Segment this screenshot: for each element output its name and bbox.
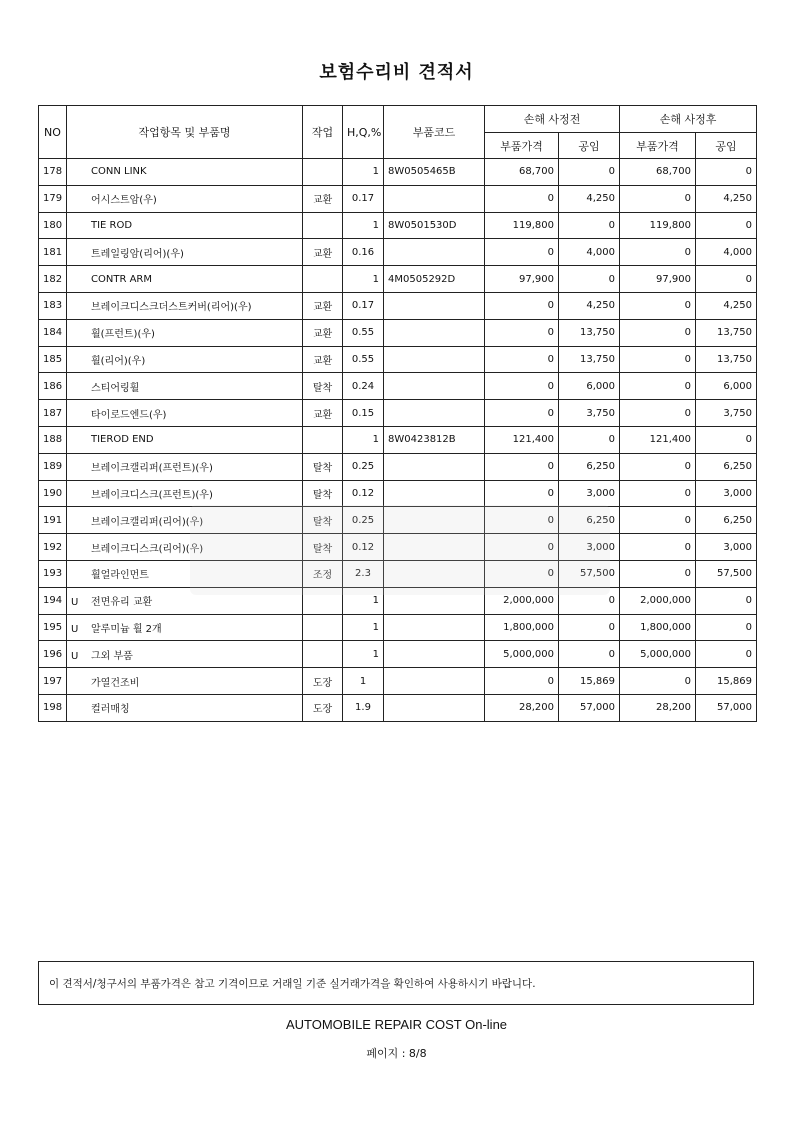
table-row [39,426,757,453]
cell-before-part-price: 0 [485,480,559,507]
cell-no: 197 [39,668,67,695]
cell-no: 185 [39,346,67,373]
cell-part-code [384,319,485,346]
cell-hq: 1 [343,212,384,239]
cell-hq: 0.12 [343,534,384,561]
cell-part-code [384,668,485,695]
cell-item-name [67,239,303,266]
cell-after-labor: 6,250 [696,453,757,480]
cell-work: 교환 [303,185,343,212]
header-work: 작업 [303,106,343,159]
cell-before-part-price: 119,800 [485,212,559,239]
cell-no: 189 [39,453,67,480]
cell-work: 탈착 [303,453,343,480]
table-row [39,292,757,319]
cell-work: 도장 [303,668,343,695]
cell-hq: 0.15 [343,400,384,427]
cell-after-part-price: 0 [620,185,696,212]
cell-hq: 0.12 [343,480,384,507]
cell-after-part-price: 0 [620,668,696,695]
cell-work [303,212,343,239]
cell-work: 교환 [303,292,343,319]
cell-item-name [67,185,303,212]
table-row [39,185,757,212]
cell-no: 195 [39,614,67,641]
cell-hq: 0.24 [343,373,384,400]
cell-flag: U [71,597,79,609]
table-row [39,319,757,346]
cell-hq: 0.55 [343,346,384,373]
cell-item-label: CONTR ARM [91,273,152,285]
cell-part-code [384,641,485,668]
cell-hq: 0.16 [343,239,384,266]
cell-part-code [384,400,485,427]
cell-part-code: 4M0505292D [384,266,485,293]
cell-no: 193 [39,560,67,587]
cell-before-part-price: 0 [485,292,559,319]
cell-after-labor: 0 [696,159,757,186]
cell-item-name [67,159,303,186]
cell-work: 교환 [303,400,343,427]
cell-item-label: 전면유리 교환 [91,597,153,609]
cell-after-part-price: 0 [620,373,696,400]
cell-hq: 0.17 [343,185,384,212]
cell-hq: 0.25 [343,507,384,534]
cell-no: 196 [39,641,67,668]
cell-hq: 1 [343,266,384,293]
cell-after-part-price: 0 [620,534,696,561]
cell-item-name [67,426,303,453]
cell-before-part-price: 28,200 [485,694,559,721]
cell-after-labor: 0 [696,426,757,453]
cell-item-name [67,668,303,695]
cell-before-part-price: 97,900 [485,266,559,293]
cell-after-part-price: 28,200 [620,694,696,721]
cell-after-labor: 3,000 [696,534,757,561]
table-row [39,480,757,507]
cell-after-part-price: 0 [620,560,696,587]
cell-before-part-price: 121,400 [485,426,559,453]
cell-before-part-price: 0 [485,185,559,212]
cell-work: 탈착 [303,373,343,400]
cell-after-part-price: 0 [620,292,696,319]
cell-after-labor: 3,750 [696,400,757,427]
cell-after-labor: 4,000 [696,239,757,266]
cell-no: 186 [39,373,67,400]
cell-item-label: TIE ROD [91,219,133,231]
cell-item-label: 어시스트암(우) [91,195,157,207]
cell-before-part-price: 0 [485,534,559,561]
cell-after-labor: 0 [696,641,757,668]
cell-part-code: 8W0501530D [384,212,485,239]
cell-item-label: 트레일링암(리어)(우) [91,248,184,260]
cell-before-part-price: 0 [485,560,559,587]
cell-work: 도장 [303,694,343,721]
header-before-part-price: 부품가격 [485,133,559,159]
cell-item-label: 가열건조비 [91,677,140,689]
cell-item-name [67,480,303,507]
cell-after-labor: 13,750 [696,319,757,346]
table-row [39,614,757,641]
table-row [39,212,757,239]
cell-work [303,641,343,668]
cell-item-name [67,614,303,641]
cell-item-name [67,373,303,400]
cell-part-code [384,373,485,400]
cell-after-part-price: 1,800,000 [620,614,696,641]
cell-work [303,159,343,186]
cell-before-part-price: 0 [485,668,559,695]
cell-work: 탈착 [303,534,343,561]
cell-before-part-price: 0 [485,400,559,427]
cell-after-part-price: 2,000,000 [620,587,696,614]
table-row [39,159,757,186]
cell-work: 교환 [303,239,343,266]
header-before-labor: 공임 [559,133,620,159]
cell-after-labor: 6,000 [696,373,757,400]
cell-after-labor: 0 [696,212,757,239]
cell-part-code: 8W0505465B [384,159,485,186]
estimate-table [38,105,757,722]
cell-before-labor: 0 [559,266,620,293]
cell-after-part-price: 0 [620,239,696,266]
cell-after-part-price: 119,800 [620,212,696,239]
table-header-row-1 [39,106,757,133]
cell-before-labor: 0 [559,614,620,641]
cell-before-labor: 0 [559,587,620,614]
cell-item-label: TIEROD END [91,434,154,446]
cell-item-label: 브레이크캘리퍼(프런트)(우) [91,463,213,475]
cell-work [303,614,343,641]
page-number: 페이지 : 8/8 [366,1047,427,1060]
cell-no: 181 [39,239,67,266]
document-title: 보험수리비 견적서 [319,62,474,83]
cell-before-labor: 6,250 [559,507,620,534]
cell-before-part-price: 0 [485,507,559,534]
cell-item-name [67,319,303,346]
header-before-assessment: 손해 사정전 [485,106,620,133]
cell-after-part-price: 97,900 [620,266,696,293]
cell-work [303,266,343,293]
cell-item-label: 브레이크디스크(프런트)(우) [91,489,213,501]
cell-item-label: 브레이크캘리퍼(리어)(우) [91,516,204,528]
cell-item-name [67,212,303,239]
cell-before-labor: 4,250 [559,185,620,212]
cell-after-part-price: 5,000,000 [620,641,696,668]
cell-hq: 0.17 [343,292,384,319]
cell-after-labor: 57,000 [696,694,757,721]
cell-no: 188 [39,426,67,453]
cell-before-part-price: 0 [485,346,559,373]
cell-part-code [384,185,485,212]
cell-before-labor: 0 [559,426,620,453]
cell-before-labor: 4,250 [559,292,620,319]
cell-item-label: 알루미늄 휠 2개 [91,623,162,635]
cell-item-name [67,641,303,668]
cell-work: 교환 [303,346,343,373]
cell-after-part-price: 121,400 [620,426,696,453]
cell-no: 198 [39,694,67,721]
cell-part-code [384,453,485,480]
cell-work: 탈착 [303,480,343,507]
cell-before-labor: 15,869 [559,668,620,695]
cell-after-labor: 0 [696,266,757,293]
header-item-name: 작업항목 및 부품명 [67,106,303,159]
cell-item-label: 타이로드엔드(우) [91,409,167,421]
cell-after-labor: 15,869 [696,668,757,695]
table-row [39,694,757,721]
footer-brand: AUTOMOBILE REPAIR COST On-line [285,1017,508,1032]
cell-part-code: 8W0423812B [384,426,485,453]
cell-after-labor: 4,250 [696,292,757,319]
watermark [190,505,610,595]
cell-item-name [67,400,303,427]
cell-part-code [384,346,485,373]
cell-before-labor: 0 [559,641,620,668]
header-after-part-price: 부품가격 [620,133,696,159]
header-after-assessment: 손해 사정후 [620,106,757,133]
header-after-labor: 공임 [696,133,757,159]
table-row [39,641,757,668]
table-row [39,373,757,400]
cell-work [303,426,343,453]
cell-before-labor: 0 [559,212,620,239]
cell-after-labor: 4,250 [696,185,757,212]
cell-part-code [384,480,485,507]
cell-no: 183 [39,292,67,319]
cell-item-name [67,292,303,319]
cell-before-labor: 6,250 [559,453,620,480]
cell-item-label: 그외 부품 [91,650,133,662]
cell-no: 187 [39,400,67,427]
cell-before-labor: 57,500 [559,560,620,587]
table-row [39,400,757,427]
cell-before-labor: 3,000 [559,480,620,507]
header-no: NO [39,106,67,159]
cell-before-labor: 6,000 [559,373,620,400]
cell-item-label: 브레이크디스크더스트커버(리어)(우) [91,302,252,314]
cell-item-name [67,346,303,373]
table-row [39,346,757,373]
cell-before-labor: 13,750 [559,319,620,346]
cell-hq: 2.3 [343,560,384,587]
cell-after-labor: 0 [696,614,757,641]
cell-before-labor: 13,750 [559,346,620,373]
cell-before-part-price: 0 [485,373,559,400]
cell-item-label: 휠(프런트)(우) [91,329,155,341]
cell-after-labor: 57,500 [696,560,757,587]
cell-after-labor: 3,000 [696,480,757,507]
cell-no: 180 [39,212,67,239]
cell-hq: 1 [343,426,384,453]
cell-work: 교환 [303,319,343,346]
cell-no: 192 [39,534,67,561]
cell-part-code [384,292,485,319]
header-hq: H,Q,% [343,106,384,159]
cell-after-labor: 0 [696,587,757,614]
cell-no: 194 [39,587,67,614]
cell-hq: 1 [343,668,384,695]
cell-no: 178 [39,159,67,186]
cell-after-part-price: 68,700 [620,159,696,186]
cell-after-labor: 13,750 [696,346,757,373]
cell-no: 184 [39,319,67,346]
cell-after-part-price: 0 [620,480,696,507]
cell-part-code [384,614,485,641]
cell-before-part-price: 5,000,000 [485,641,559,668]
table-body [39,159,757,722]
cell-work: 조정 [303,560,343,587]
cell-after-part-price: 0 [620,453,696,480]
cell-item-name [67,453,303,480]
cell-work: 탈착 [303,507,343,534]
cell-hq: 1 [343,641,384,668]
cell-before-labor: 4,000 [559,239,620,266]
cell-item-label: CONN LINK [91,166,147,178]
cell-before-labor: 57,000 [559,694,620,721]
cell-before-part-price: 0 [485,239,559,266]
cell-before-part-price: 0 [485,319,559,346]
cell-item-name [67,694,303,721]
cell-hq: 1 [343,614,384,641]
cell-after-labor: 6,250 [696,507,757,534]
header-part-code: 부품코드 [384,106,485,159]
cell-item-label: 휠(리어)(우) [91,355,146,367]
cell-before-part-price: 2,000,000 [485,587,559,614]
cell-item-label: 휠얼라인먼트 [91,570,149,582]
cell-after-part-price: 0 [620,400,696,427]
cell-after-part-price: 0 [620,507,696,534]
cell-before-part-price: 68,700 [485,159,559,186]
cell-item-label: 컬러매칭 [91,704,130,716]
cell-hq: 1.9 [343,694,384,721]
cell-flag: U [71,623,79,635]
cell-part-code [384,239,485,266]
cell-before-part-price: 1,800,000 [485,614,559,641]
cell-no: 190 [39,480,67,507]
cell-hq: 0.55 [343,319,384,346]
cell-no: 182 [39,266,67,293]
table-row [39,266,757,293]
cell-after-part-price: 0 [620,346,696,373]
cell-item-name [67,266,303,293]
cell-item-label: 스티어링휠 [91,382,140,394]
cell-no: 179 [39,185,67,212]
cell-hq: 0.25 [343,453,384,480]
cell-before-labor: 3,750 [559,400,620,427]
cell-before-labor: 0 [559,159,620,186]
price-notice: 이 견적서/청구서의 부품가격은 참고 기격이므로 거래일 기준 실거래가격을 확인하여 사용하시기 바랍니다. [38,961,754,1005]
cell-hq: 1 [343,587,384,614]
table-row [39,668,757,695]
cell-item-label: 브레이크디스크(리어)(우) [91,543,204,555]
table-row [39,239,757,266]
cell-part-code [384,694,485,721]
cell-no: 191 [39,507,67,534]
table-row [39,453,757,480]
cell-after-part-price: 0 [620,319,696,346]
cell-before-labor: 3,000 [559,534,620,561]
cell-hq: 1 [343,159,384,186]
cell-flag: U [71,650,79,662]
cell-before-part-price: 0 [485,453,559,480]
